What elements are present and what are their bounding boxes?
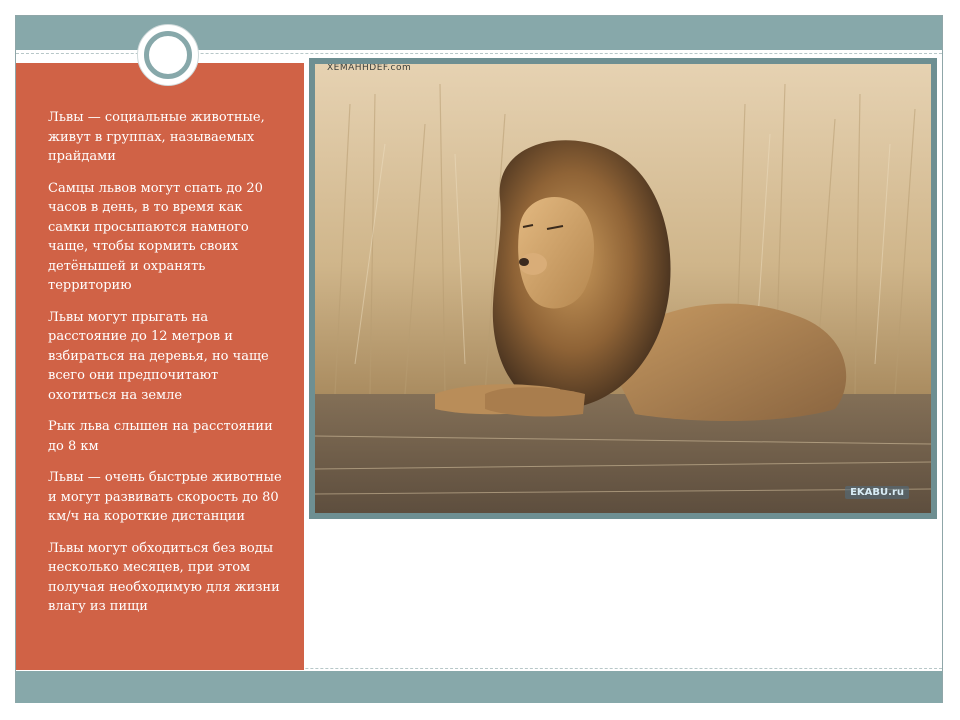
lion-illustration: [315, 64, 931, 513]
photo-badge: EKABU.ru: [845, 486, 909, 499]
fact-4: Рык льва слышен на расстоянии до 8 км: [48, 419, 273, 454]
fact-3: Львы могут прыгать на расстояние до 12 метров и взбираться на деревья, но чаще всего они предпочитают охотиться на земле: [48, 309, 269, 403]
facts-list: [48, 108, 288, 629]
fact-5: Львы — очень быстрые животные и могут развивать скорость до 80 км/ч на короткие дистанции: [48, 470, 282, 524]
photo-frame: [309, 58, 937, 519]
fact-2: Самцы львов могут спать до 20 часов в день, в то время как самки просыпаются намного чаще, чтобы кормить своих детёнышей и охранять территорию: [48, 180, 263, 293]
fact-1: Львы — социальные животные, живут в группах, называемых прайдами: [48, 110, 265, 164]
ring-ornament-inner: [144, 31, 192, 79]
photo-watermark: XEMAHHDEF.com: [327, 64, 412, 73]
lion-photo: [315, 64, 931, 513]
ring-ornament: [137, 24, 199, 86]
bottom-band: [16, 671, 942, 703]
fact-6: Львы могут обходиться без воды несколько месяцев, при этом получая необходимую для жизни влагу из пищи: [48, 540, 280, 614]
